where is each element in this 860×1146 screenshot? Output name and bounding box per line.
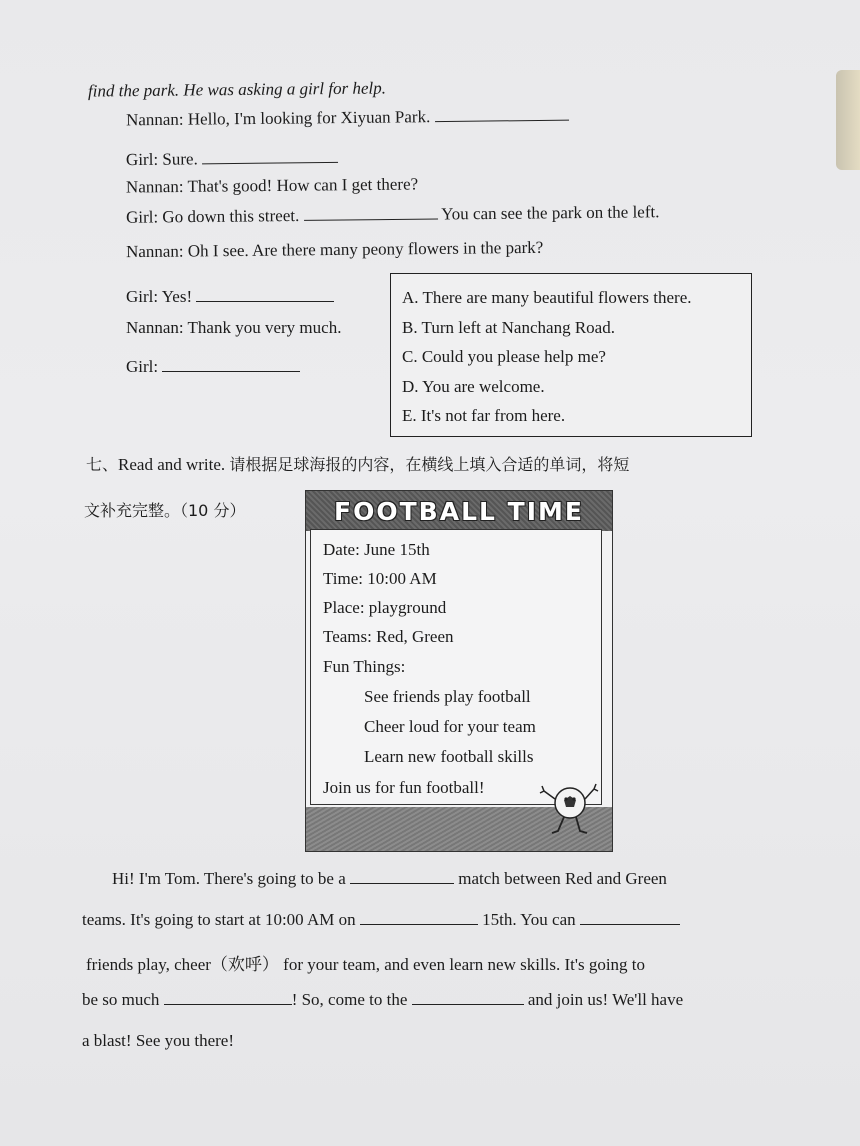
passage-line-4-text-a: be so much — [82, 990, 160, 1009]
poster-fun-item-3: Learn new football skills — [364, 747, 534, 766]
dialogue-line-3: Nannan: That's good! How can I get there? — [125, 174, 419, 197]
passage-line-5: a blast! See you there! — [82, 1031, 234, 1050]
poster-teams: Teams: Red, Green — [323, 627, 454, 646]
dialogue-line-2 — [126, 148, 338, 170]
passage-line-1 — [112, 869, 667, 889]
options-box — [390, 273, 752, 437]
passage-blank-3[interactable] — [580, 910, 680, 925]
passage-line-2-text-b: 15th. You can — [482, 910, 576, 929]
dialogue-line-6 — [126, 287, 334, 307]
answer-blank-4[interactable] — [196, 287, 334, 302]
object-edge — [836, 70, 860, 170]
poster-title: FOOTBALL TIME — [334, 497, 584, 526]
option-e: E. It's not far from here. — [402, 406, 566, 425]
football-poster — [305, 490, 613, 852]
poster-place: Place: playground — [323, 598, 447, 617]
passage-line-4-text-b: ! So, come to the — [291, 990, 408, 1009]
dialogue-line-4-text-a: Girl: Go down this street. — [125, 205, 300, 227]
passage-line-3: friends play, cheer（欢呼） for your team, and even learn new skills. It's going to — [86, 955, 646, 974]
dialogue-line-1 — [126, 106, 569, 131]
dialogue-line-8 — [126, 357, 300, 377]
passage-line-1-text-a: Hi! I'm Tom. There's going to be a — [112, 869, 346, 888]
dialogue-line-5: Nannan: Oh I see. Are there many peony flowers in the park? — [125, 237, 544, 262]
passage-blank-4[interactable] — [164, 990, 292, 1005]
poster-header — [306, 491, 612, 531]
dialogue-line-2-text: Girl: Sure. — [125, 149, 198, 170]
poster-join: Join us for fun football! — [323, 778, 485, 797]
poster-fun-item-1: See friends play football — [364, 687, 531, 706]
poster-time: Time: 10:00 AM — [323, 569, 437, 588]
passage-blank-5[interactable] — [412, 990, 524, 1005]
dialogue-line-8-text: Girl: — [126, 357, 159, 376]
poster-date: Date: June 15th — [323, 540, 430, 559]
answer-blank-1[interactable] — [434, 106, 568, 122]
poster-fun-item-2: Cheer loud for your team — [364, 717, 536, 736]
passage-line-2 — [82, 910, 680, 930]
dialogue-line-4 — [126, 202, 660, 228]
section-number: 七、 — [86, 455, 119, 474]
answer-blank-5[interactable] — [162, 357, 300, 372]
passage-line-4 — [82, 990, 683, 1010]
section-instruction-cn-1: 请根据足球海报的内容，在横线上填入合适的单词，将短 — [229, 455, 630, 474]
section-title-en: Read and write. — [118, 455, 226, 474]
answer-blank-2[interactable] — [202, 148, 338, 164]
football-mascot-icon — [534, 779, 604, 839]
section-7-heading — [86, 452, 629, 475]
option-c: C. Could you please help me? — [402, 347, 606, 366]
poster-fun-label: Fun Things: — [323, 657, 406, 676]
passage-line-2-text-a: teams. It's going to start at 10:00 AM on — [82, 910, 356, 929]
option-b: B. Turn left at Nanchang Road. — [402, 318, 615, 337]
answer-blank-3[interactable] — [303, 205, 437, 221]
dialogue-intro: find the park. He was asking a girl for help. — [87, 78, 387, 101]
dialogue-line-4-text-b: You can see the park on the left. — [441, 202, 660, 224]
passage-blank-1[interactable] — [350, 869, 454, 884]
passage-line-4-text-c: and join us! We'll have — [527, 990, 684, 1009]
option-d: D. You are welcome. — [402, 377, 545, 396]
dialogue-line-7: Nannan: Thank you very much. — [126, 318, 342, 337]
section-instruction-cn-2: 文补充完整。（10 分） — [84, 501, 246, 520]
poster-content — [310, 529, 602, 805]
dialogue-line-1-text: Nannan: Hello, I'm looking for Xiyuan Park. — [125, 107, 431, 130]
option-a: A. There are many beautiful flowers there. — [402, 288, 692, 307]
dialogue-line-6-text: Girl: Yes! — [126, 287, 193, 306]
passage-line-1-text-b: match between Red and Green — [458, 869, 667, 888]
passage-blank-2[interactable] — [360, 910, 478, 925]
